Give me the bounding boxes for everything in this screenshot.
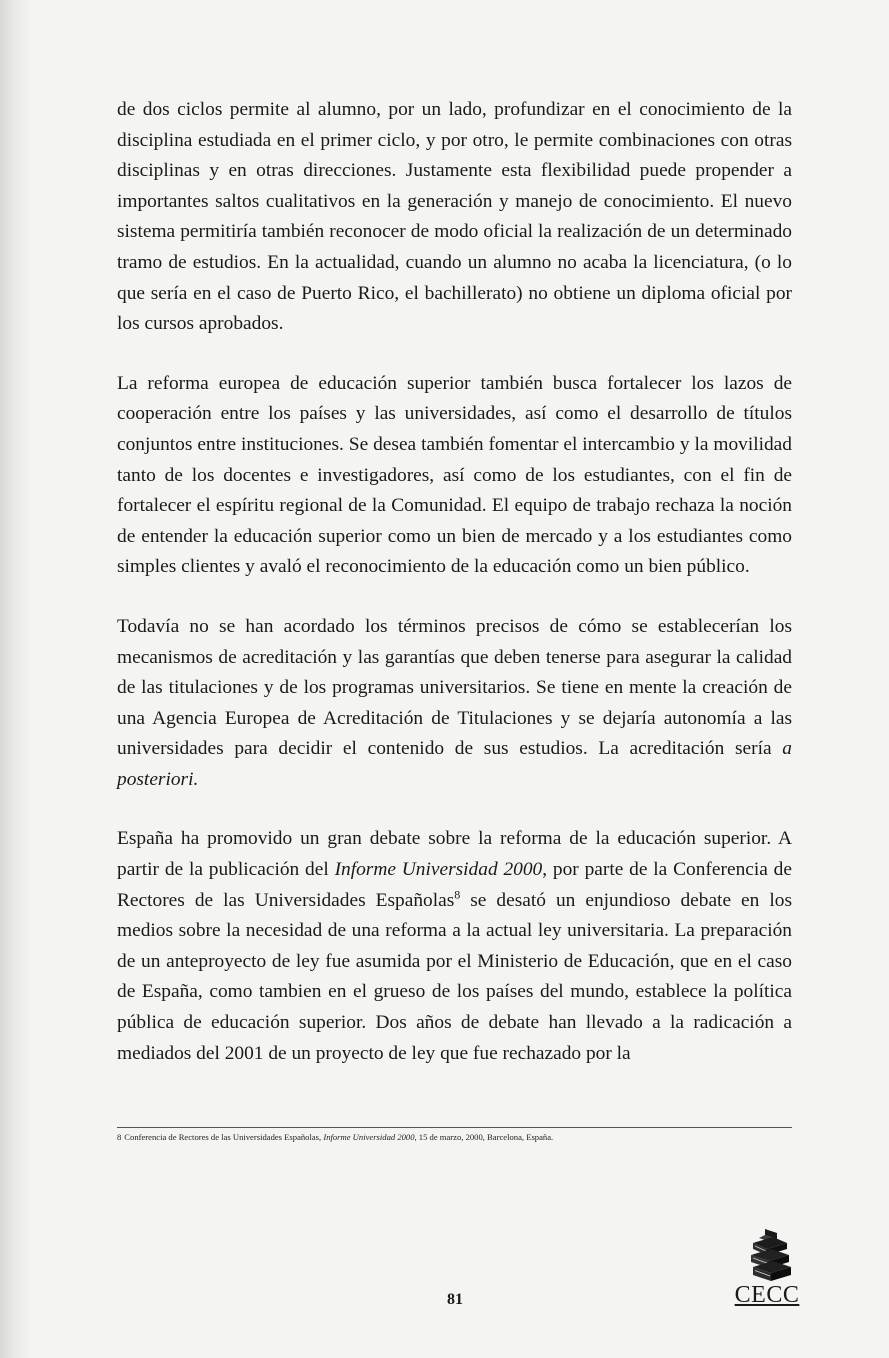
footnote-reference: 8	[454, 887, 461, 902]
footnote-number: 8	[117, 1132, 122, 1142]
page-gutter-shadow	[0, 0, 32, 1358]
paragraph-4-text-b: , por parte de la Conferencia de Rectores de las Universidades Españolas	[117, 859, 792, 911]
paragraph-3	[117, 612, 792, 796]
paragraph-4-text-a: España ha promovido un gran debate sobre la reforma de la educación superior. A partir de la publicación del	[117, 828, 792, 881]
cecc-logo-text: CECC	[734, 1282, 800, 1308]
paragraph-2	[117, 369, 792, 583]
paragraph-4	[117, 824, 792, 1069]
footnote-italic-title: Informe Universidad 2000,	[323, 1132, 417, 1142]
paragraph-2-text: La reforma europea de educación superior también busca fortalecer los lazos de cooperación entre los países y las universidades, así como el desarrollo de títulos conjuntos entre instituciones. Se desea también fomentar el intercambio y la movilidad tanto de los docentes e investigadores, así como de los estudiantes, con el fin de fortalecer el espíritu regional de la Comunidad. El equipo de trabajo rechaza la noción de entender la educación superior como un bien de mercado y a los estudiantes como simples clientes y avaló el reconocimiento de la educación como un bien público.	[117, 372, 792, 578]
paragraph-3-text: Todavía no se han acordado los términos precisos de cómo se establecerían los mecanismos de acreditación y las garantías que deben tenerse para asegurar la calidad de las titulaciones y de los programas universitarios. Se tiene en mente la creación de una Agencia Europea de Acreditación de Titulaciones y se dejaría autonomía a las universidades para decidir el contenido de sus estudios. La acreditación sería	[117, 615, 792, 760]
footnote-text-a: Conferencia de Rectores de las Universidades Españolas,	[124, 1132, 324, 1142]
footnote-text-b: 15 de marzo, 2000, Barcelona, España.	[416, 1132, 554, 1142]
paragraph-1-text: de dos ciclos permite al alumno, por un lado, profundizar en el conocimiento de la disciplina estudiada en el primer ciclo, y por otro, le permite combinaciones con otras disciplinas y en otras direcciones. Justamente esta flexibilidad puede propender a importantes saltos cualitativos en la generación y manejo de conocimiento. El nuevo sistema permitiría también reconocer de modo oficial la realización de un determinado tramo de estudios. En la actualidad, cuando un alumno no acaba la licenciatura, (o lo que sería en el caso de Puerto Rico, el bachillerato) no obtiene un diploma oficial por los cursos aprobados.	[117, 99, 792, 335]
page-body	[117, 95, 792, 1069]
paragraph-1	[117, 95, 792, 340]
paragraph-3-italic-term: a posteriori.	[117, 738, 792, 790]
paragraph-4-report-title: Informe Universidad 2000	[334, 859, 543, 881]
footnote	[117, 1131, 817, 1143]
page-number: 81	[447, 1291, 463, 1308]
stacked-books-logo-icon	[747, 1227, 793, 1283]
footnote-divider	[117, 1127, 792, 1128]
cecc-logo	[727, 1227, 817, 1307]
paragraph-4-text-c: se desató un enjundioso debate en los medios sobre la necesidad de una reforma a la actual ley universitaria. La preparación de un anteproyecto de ley fue asumida por el Ministerio de Educación, que en el caso de España, como tambien en el grueso de los países del mundo, establece la política pública de educación superior. Dos años de debate han llevado a la radicación a mediados del 2001 de un proyecto de ley que fue rechazado por la	[117, 889, 792, 1064]
